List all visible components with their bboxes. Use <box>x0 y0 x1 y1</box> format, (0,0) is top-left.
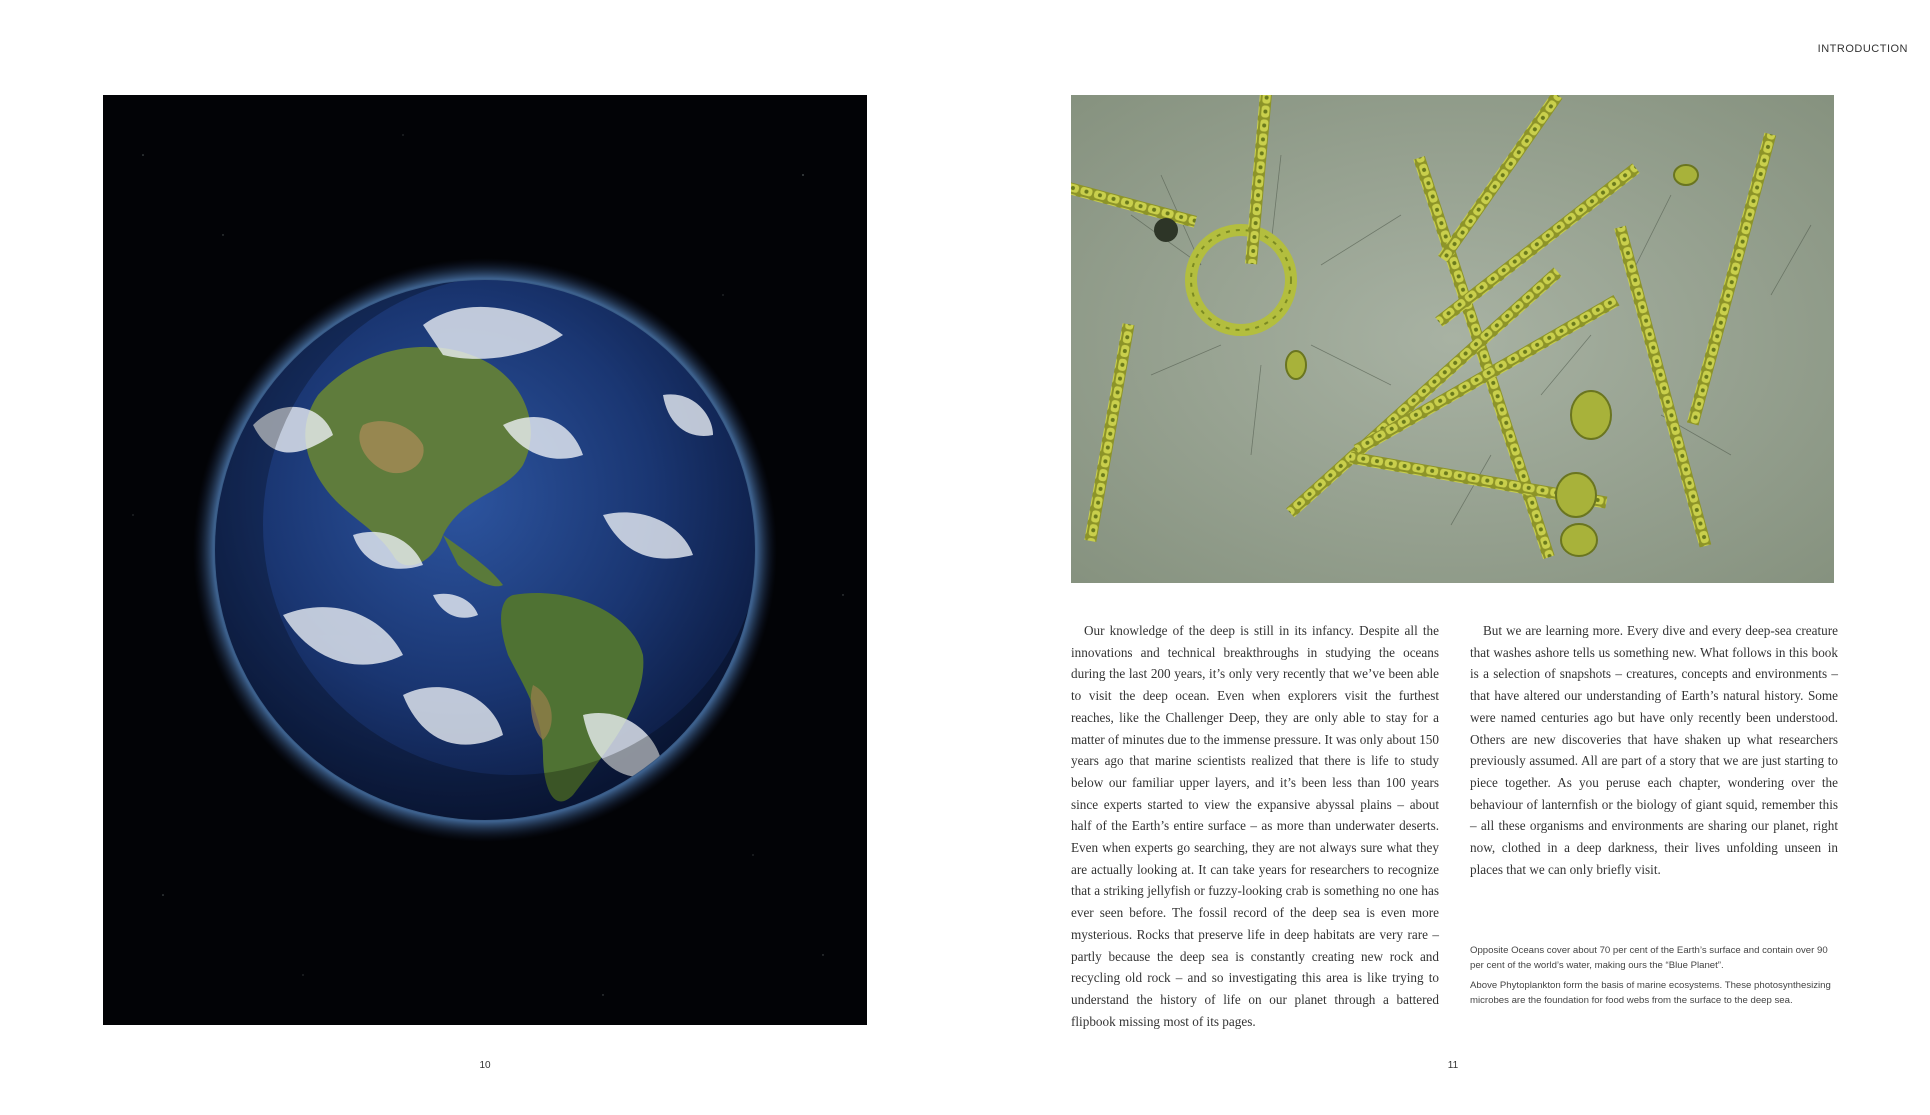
page-number-left: 10 <box>479 1060 491 1071</box>
caption-above: Above Phytoplankton form the basis of marine ecosystems. These photosynthesizing microbes are the foundation for food webs from the surface to the deep sea. <box>1470 980 1831 1006</box>
body-paragraph-1: Our knowledge of the deep is still in its infancy. Despite all the innovations and technical breakthroughs in studying the oceans during the last 200 years, it’s only very recently that we’ve been able to visit the deep ocean. Even when explorers visit the furthest reaches, like the Challenger Deep, they are only able to stay for a matter of minutes due to the immense pressure. It was only about 150 years ago that marine scientists realized that there is life to study below our familiar upper layers, and it’s been less than 100 years since experts started to view the expansive abyssal plains – about half of the Earth’s entire surface – as more than underwater deserts. Even when experts go searching, they are not always sure what they are actually looking at. It can take years for researchers to recognize that a striking jellyfish or fuzzy-looking crab is something no one has ever seen before. The fossil record of the deep sea is even more mysterious. Rocks that preserve life in deep habitats are very rare – partly because the deep sea is constantly creating new rock and recycling old rock – and so investigating this area is like trying to understand the history of life on our planet through a battered flipbook missing most of its pages. <box>1071 623 1439 1029</box>
caption-opposite: Opposite Oceans cover about 70 per cent of the Earth’s surface and contain over 90 per cent of the world’s water, making ours the “Blue Planet”. <box>1470 945 1828 971</box>
body-column-2 <box>1470 620 1838 880</box>
image-captions <box>1470 943 1838 1013</box>
earth-from-space-image <box>103 95 867 1025</box>
phytoplankton-micrograph-image <box>1071 95 1834 583</box>
earth-photo <box>103 95 867 1025</box>
plankton-photo <box>1071 95 1834 583</box>
body-column-1 <box>1071 620 1439 1032</box>
page-number-right: 11 <box>1447 1060 1459 1071</box>
running-head: INTRODUCTION <box>1817 43 1908 55</box>
right-page <box>965 0 1930 1115</box>
body-paragraph-2: But we are learning more. Every dive and every deep-sea creature that washes ashore tells us something new. What follows in this book is a selection of snapshots – creatures, concepts and environments – that have altered our understanding of Earth’s natural history. Some were named centuries ago but have only recently been understood. Others are new discoveries that have shaken up what researchers previously assumed. All are part of a story that we are just starting to piece together. As you peruse each chapter, wondering over the behaviour of lanternfish or the biology of giant squid, remember this – all these organisms and environments are sharing our planet, right now, clothed in a deep darkness, their lives unfolding unseen in places that we can only briefly visit. <box>1470 623 1838 877</box>
